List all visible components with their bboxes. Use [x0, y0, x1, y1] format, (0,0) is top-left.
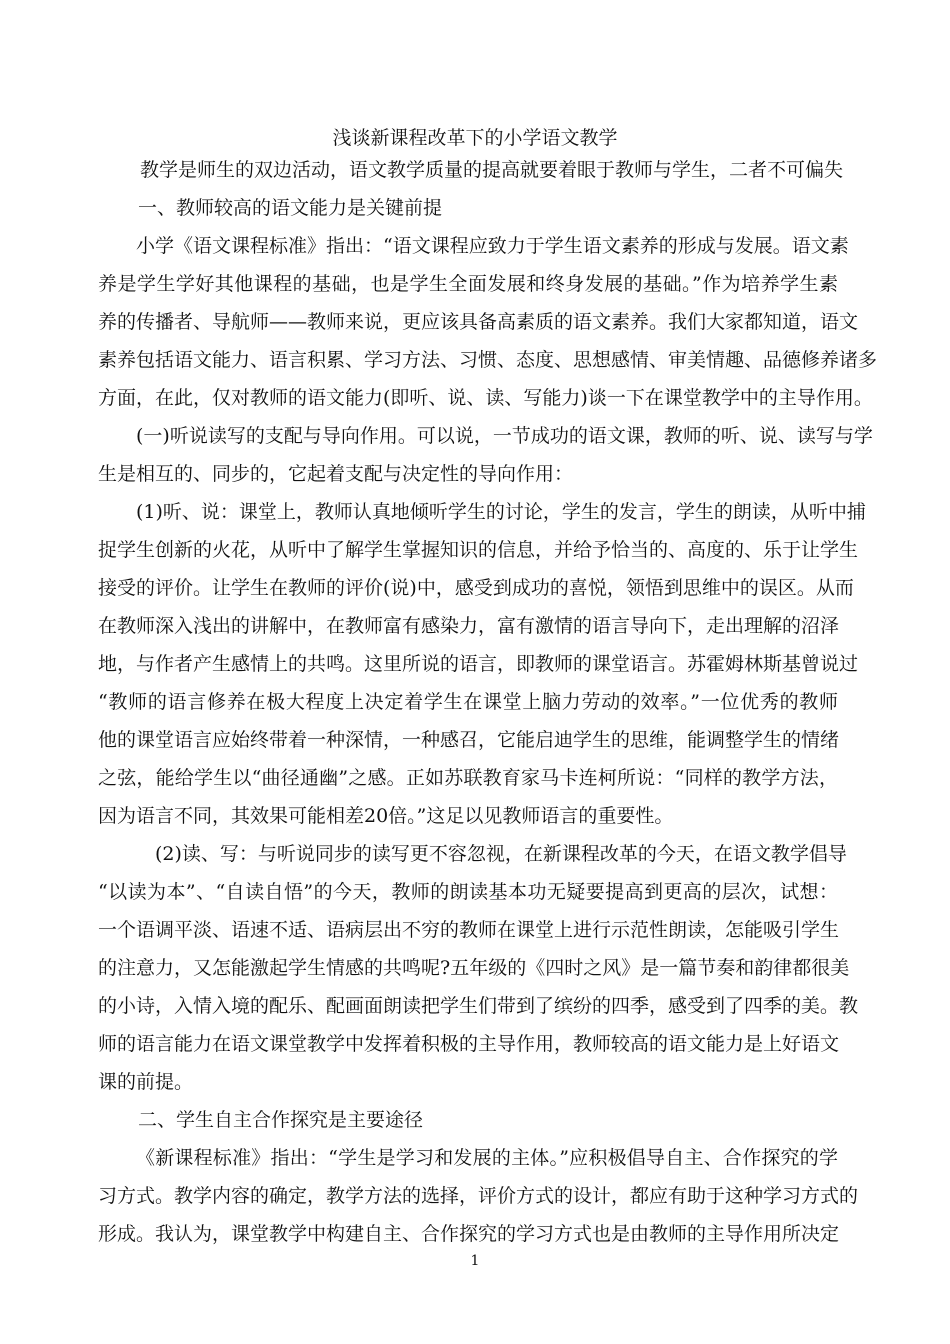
text-line: 形成。我认为，课堂教学中构建自主、合作探究的学习方式也是由教师的主导作用所决定 [98, 1223, 840, 1245]
text-line: 捉学生创新的火花，从听中了解学生掌握知识的信息，并给予恰当的、高度的、乐于让学生 [98, 539, 859, 561]
section-heading: 一、教师较高的语文能力是关键前提 [138, 197, 443, 219]
text-line: 地，与作者产生感情上的共鸣。这里所说的语言，即教师的课堂语言。苏霍姆林斯基曾说过 [98, 653, 859, 675]
text-line: 素养包括语文能力、语言积累、学习方法、习惯、态度、思想感情、审美情趣、品德修养诸多 [98, 349, 878, 371]
text-line: 习方式。教学内容的确定，教学方法的选择，评价方式的设计，都应有助于这种学习方式的 [98, 1185, 859, 1207]
text-line: 教学是师生的双边活动，语文教学质量的提高就要着眼于教师与学生，二者不可偏失 [140, 159, 844, 181]
text-line: 方面，在此，仅对教师的语文能力(即听、说、读、写能力)谈一下在课堂教学中的主导作用。 [98, 387, 873, 409]
text-line: (2)读、写：与听说同步的读写更不容忽视，在新课程改革的今天，在语文教学倡导 [155, 843, 847, 865]
document-title: 浅谈新课程改革下的小学语文教学 [332, 127, 618, 149]
text-line: (一)听说读写的支配与导向作用。可以说，一节成功的语文课，教师的听、说、读写与学 [136, 425, 873, 447]
text-line: 课的前提。 [98, 1071, 194, 1093]
text-line: 的小诗，入情入境的配乐、配画面朗读把学生们带到了缤纷的四季，感受到了四季的美。教 [98, 995, 859, 1017]
text-line: 师的语言能力在语文课堂教学中发挥着积极的主导作用，教师较高的语文能力是上好语文 [98, 1033, 840, 1055]
text-line: 在教师深入浅出的讲解中，在教师富有感染力，富有激情的语言导向下，走出理解的沼泽 [98, 615, 840, 637]
text-line: “以读为本”、“自读自悟”的今天，教师的朗读基本功无疑要提高到更高的层次，试想： [98, 881, 838, 903]
text-line: 生是相互的、同步的，它起着支配与决定性的导向作用： [98, 463, 574, 485]
text-line: 之弦，能给学生以“曲径通幽”之感。正如苏联教育家马卡连柯所说：“同样的教学方法， [98, 767, 838, 789]
page-number: 1 [470, 1253, 480, 1269]
text-line: 《新课程标准》指出：“学生是学习和发展的主体。”应积极倡导自主、合作探究的学 [136, 1147, 838, 1169]
text-line: 的注意力，又怎能激起学生情感的共鸣呢?五年级的《四时之风》是一篇节奏和韵律都很美 [98, 957, 850, 979]
text-line: 因为语言不同，其效果可能相差20倍。”这足以见教师语言的重要性。 [98, 805, 674, 827]
text-line: 养的传播者、导航师——教师来说，更应该具备高素质的语文素养。我们大家都知道，语文 [98, 311, 859, 333]
text-line: 他的课堂语言应始终带着一种深情，一种感召，它能启迪学生的思维，能调整学生的情绪 [98, 729, 840, 751]
text-line: 一个语调平淡、语速不适、语病层出不穷的教师在课堂上进行示范性朗读，怎能吸引学生 [98, 919, 840, 941]
section-heading: 二、学生自主合作探究是主要途径 [138, 1109, 424, 1131]
text-line: “教师的语言修养在极大程度上决定着学生在课堂上脑力劳动的效率。”一位优秀的教师 [98, 691, 838, 713]
text-line: (1)听、说：课堂上，教师认真地倾听学生的讨论，学生的发言，学生的朗读，从听中捕 [136, 501, 866, 523]
text-line: 小学《语文课程标准》指出：“语文课程应致力于学生语文素养的形成与发展。语文素 [136, 235, 849, 257]
text-line: 养是学生学好其他课程的基础，也是学生全面发展和终身发展的基础。”作为培养学生素 [98, 273, 838, 295]
text-line: 接受的评价。让学生在教师的评价(说)中，感受到成功的喜悦，领悟到思维中的误区。从而 [98, 577, 854, 599]
